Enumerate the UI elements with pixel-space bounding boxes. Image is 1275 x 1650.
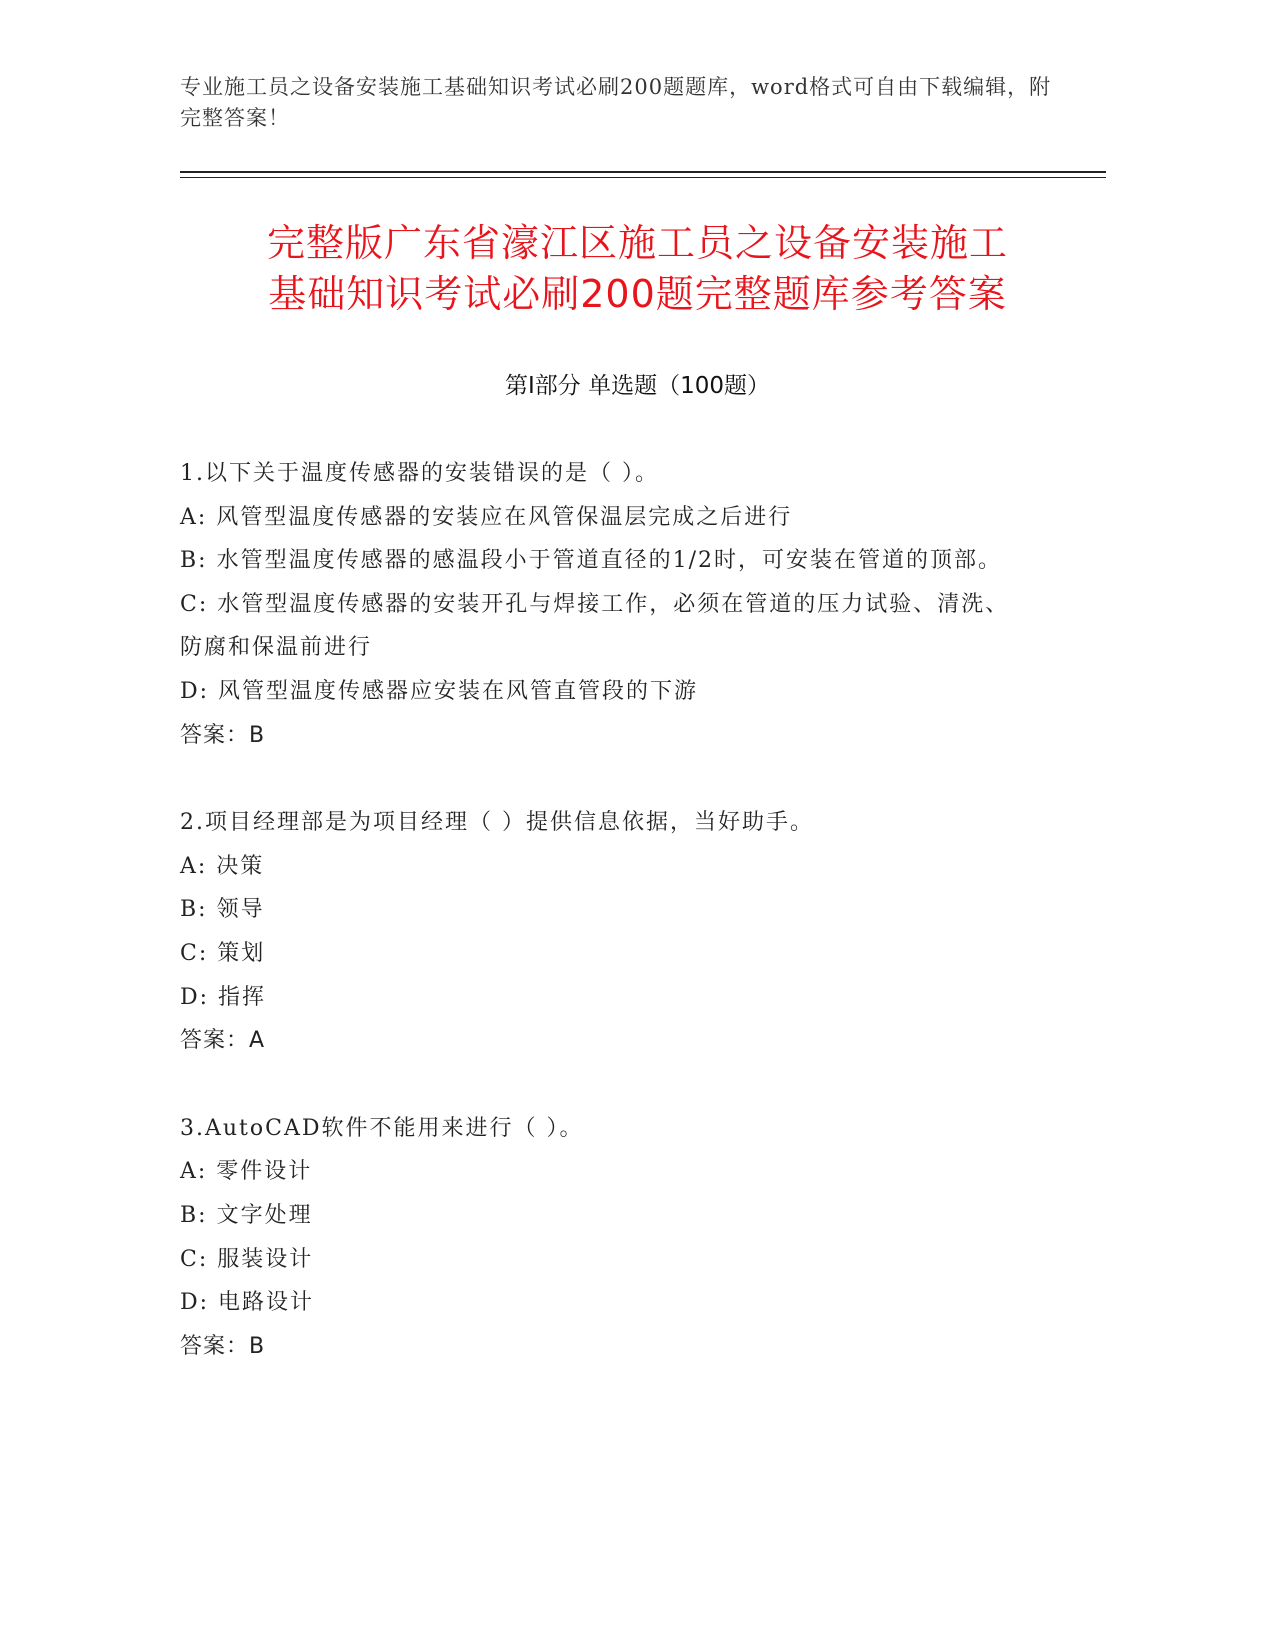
document-title xyxy=(150,218,1125,320)
option-c: C: 服装设计 xyxy=(180,1246,314,1272)
document-title-line-1: 完整版广东省濠江区施工员之设备安装施工 xyxy=(266,221,1008,265)
question-1 xyxy=(180,452,1030,757)
header-divider-thin xyxy=(180,177,1106,178)
option-c: C: 策划 xyxy=(180,940,266,966)
option-a: A: 风管型温度传感器的安装应在风管保温层完成之后进行 xyxy=(180,504,793,530)
question-2 xyxy=(180,801,1030,1063)
header-divider-thick xyxy=(180,171,1106,173)
document-title-line-2: 基础知识考试必刷200题完整题库参考答案 xyxy=(268,272,1007,316)
question-stem: 2.项目经理部是为项目经理（ ）提供信息依据，当好助手。 xyxy=(180,810,814,836)
option-c: C: 水管型温度传感器的安装开孔与焊接工作，必须在管道的压力试验、清洗、防腐和保温前进行 xyxy=(180,591,1010,661)
option-d: D: 指挥 xyxy=(180,984,267,1010)
option-a: A: 决策 xyxy=(180,853,265,879)
question-stem: 3.AutoCAD软件不能用来进行（ ）。 xyxy=(180,1115,584,1141)
option-b: B: 领导 xyxy=(180,897,265,923)
question-stem: 1.以下关于温度传感器的安装错误的是（ ）。 xyxy=(180,461,659,486)
answer: 答案：B xyxy=(180,1333,266,1359)
header-note: 专业施工员之设备安装施工基础知识考试必刷200题题库，word格式可自由下载编辑，附完整答案！ xyxy=(180,75,1052,130)
question-list xyxy=(180,452,1030,1412)
option-a: A: 零件设计 xyxy=(180,1159,313,1185)
option-b: B: 文字处理 xyxy=(180,1202,313,1228)
option-b: B: 水管型温度传感器的感温段小于管道直径的1/2时，可安装在管道的顶部。 xyxy=(180,548,1002,574)
question-3 xyxy=(180,1107,1030,1369)
answer: 答案：B xyxy=(180,722,266,748)
option-d: D: 风管型温度传感器应安装在风管直管段的下游 xyxy=(180,678,699,704)
answer: 答案：A xyxy=(180,1028,266,1054)
option-d: D: 电路设计 xyxy=(180,1290,315,1316)
section-title: 第Ⅰ部分 单选题（100题） xyxy=(505,373,770,399)
